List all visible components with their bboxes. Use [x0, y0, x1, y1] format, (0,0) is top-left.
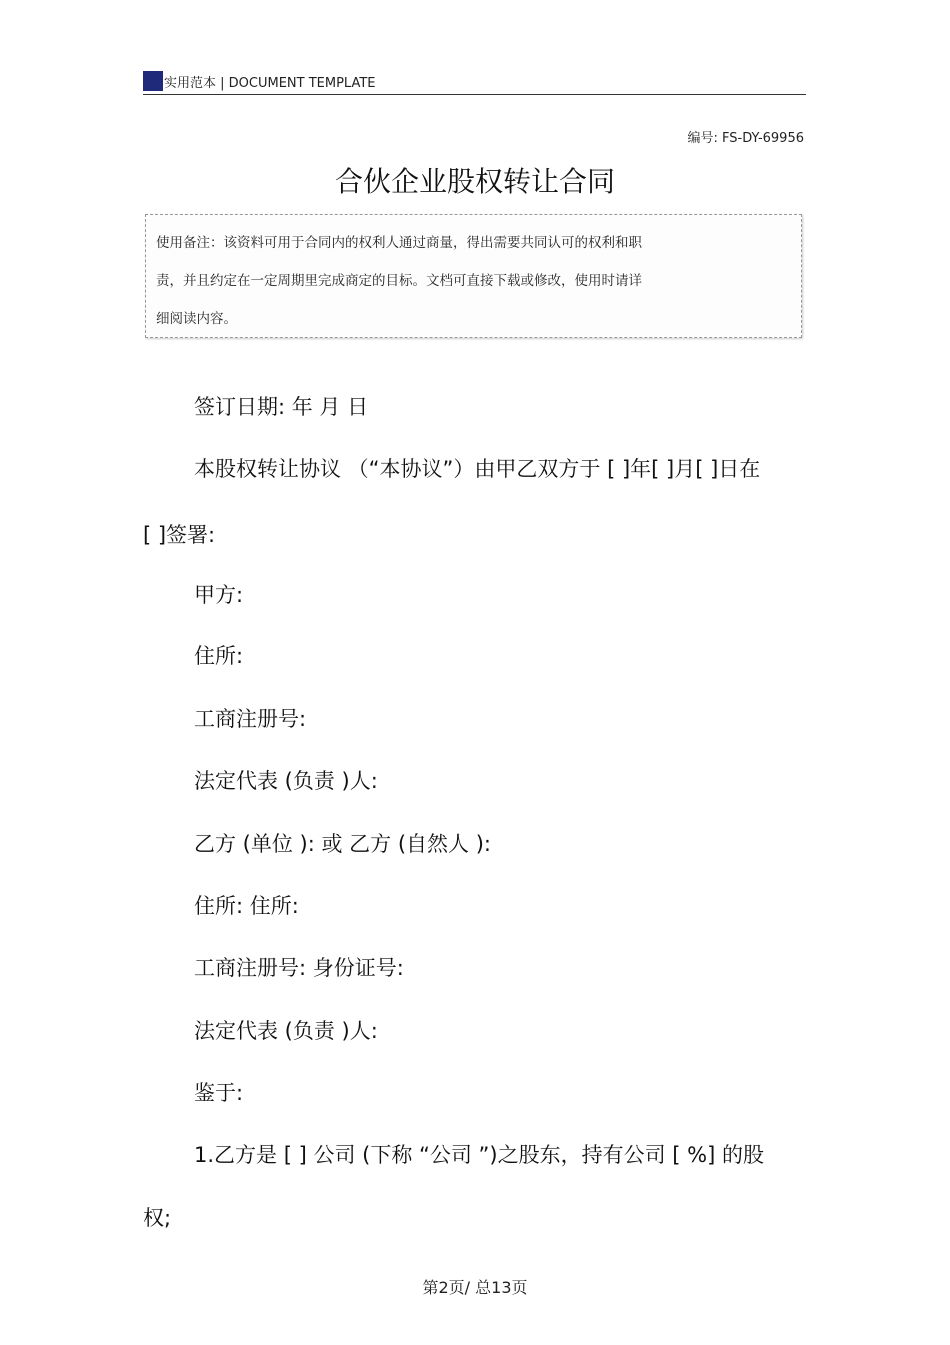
note-line-3: 细阅读内容。: [156, 311, 237, 327]
whereas-heading: 鉴于:: [194, 1081, 244, 1105]
party-a-label: 甲方:: [194, 583, 244, 607]
document-title: 合伙企业股权转让合同: [334, 165, 615, 198]
clause-1-line-2: 权;: [143, 1206, 172, 1230]
party-b-registration-id: 工商注册号: 身份证号:: [194, 956, 404, 980]
party-b-label: 乙方 (单位 ): 或 乙方 (自然人 ):: [194, 832, 491, 856]
note-line-2: 责，并且约定在一定周期里完成商定的目标。文档可直接下载或修改，使用时请详: [156, 273, 642, 289]
header-logo-square: [143, 71, 163, 91]
party-a-registration-number: 工商注册号:: [194, 707, 307, 731]
party-a-address: 住所:: [194, 644, 244, 668]
party-a-legal-representative: 法定代表 (负责 )人:: [194, 769, 378, 793]
party-b-address: 住所: 住所:: [194, 894, 299, 918]
header-text: 实用范本 | DOCUMENT TEMPLATE: [164, 76, 376, 91]
page-header: [143, 68, 806, 95]
note-line-1: 使用备注：该资料可用于合同内的权利人通过商量，得出需要共同认可的权利和职: [156, 235, 642, 251]
party-b-legal-representative: 法定代表 (负责 )人:: [194, 1019, 378, 1043]
intro-line-1: 本股权转让协议 （“本协议”）由甲乙双方于 [ ]年[ ]月[ ]日在: [194, 457, 761, 481]
clause-1-line-1: 1.乙方是 [ ] 公司 (下称 “公司 ”)之股东，持有公司 [ %] 的股: [194, 1143, 764, 1167]
page-footer: 第2页/ 总13页: [422, 1278, 528, 1297]
sign-date: 签订日期: 年 月 日: [194, 395, 369, 419]
document-number: 编号: FS-DY-69956: [687, 131, 804, 146]
usage-note-box: [145, 214, 802, 338]
intro-line-2: [ ]签署:: [143, 523, 216, 547]
